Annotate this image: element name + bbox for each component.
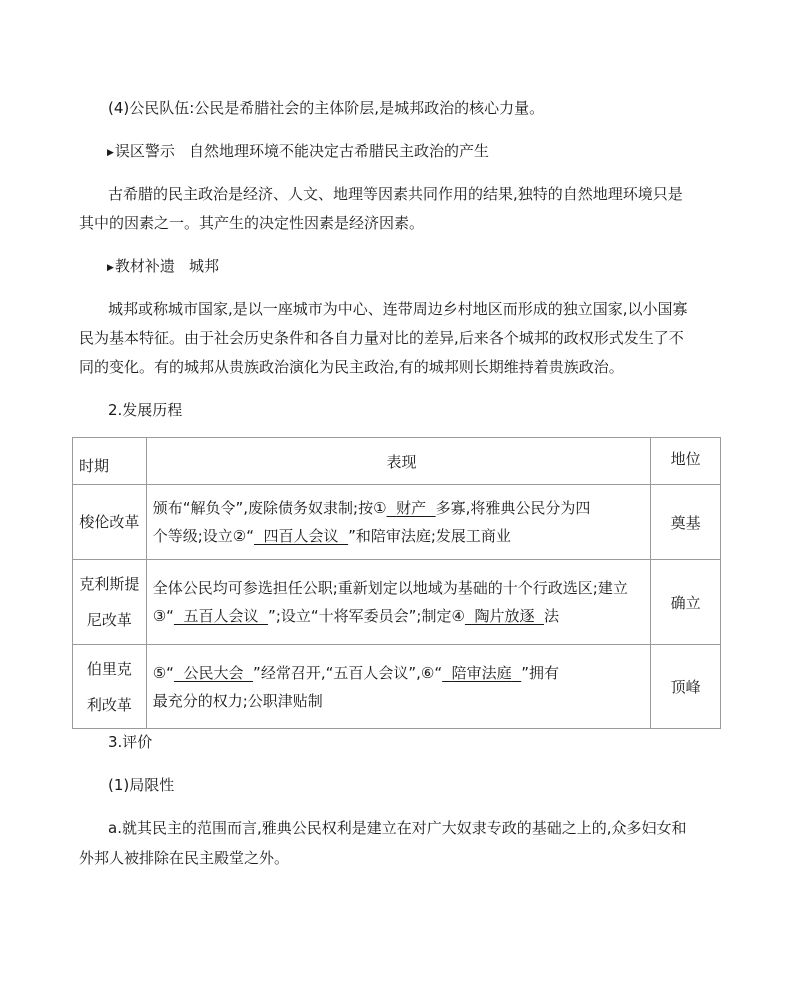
fill-blank: 五百人会议 [183, 607, 259, 625]
fill-blank: 陪审法庭 [451, 663, 512, 682]
table-header-row [73, 438, 721, 485]
supplement-heading [107, 256, 219, 279]
limitation-a-line: a.就其民主的范围而言,雅典公民权利是建立在对广大奴隶专政的基础之上的,众多妇女和 [108, 819, 687, 837]
warning-title: 自然地理环境不能决定古希腊民主政治的产生 [188, 142, 489, 160]
period-cell: 伯里克 利改革 [73, 645, 147, 729]
period-cell: 梭伦改革 [73, 485, 147, 560]
detail-line: 颁布“解负令”,废除债务奴隶制;按① 财产 多寡,将雅典公民分为四 [152, 499, 591, 517]
header-period: 时期 [73, 438, 147, 485]
fill-blank: 四百人会议 [263, 527, 339, 545]
fill-blank: 陶片放逐 [474, 607, 535, 625]
supplement-label: 教材补遗 [114, 257, 175, 275]
warning-label: 误区警示 [114, 142, 175, 160]
detail-cell [146, 645, 651, 729]
limitation-a-line: 外邦人被排除在民主殿堂之外。 [79, 849, 290, 867]
development-table [72, 437, 721, 729]
warning-body-line: 其中的因素之一。其产生的决定性因素是经济因素。 [79, 214, 425, 232]
detail-cell [146, 485, 651, 560]
table-row [73, 560, 721, 645]
subheading-limitation: (1)局限性 [108, 776, 175, 794]
section-heading-development: 2.发展历程 [108, 401, 183, 419]
detail-line: 最充分的权力;公职津贴制 [152, 691, 323, 710]
detail-line: ③“ 五百人会议 ”;设立“十将军委员会”;制定④ 陶片放逐 法 [152, 607, 560, 625]
rank-cell: 奠基 [651, 485, 721, 560]
paragraph-citizens: (4)公民队伍:公民是希腊社会的主体阶层,是城邦政治的核心力量。 [108, 99, 545, 117]
triangle-marker-icon: ▶ [107, 263, 114, 273]
fill-blank: 公民大会 [183, 663, 244, 682]
fill-blank: 财产 [396, 499, 427, 517]
detail-line: 全体公民均可参选担任公职;重新划定以地域为基础的十个行政选区;建立 [152, 579, 628, 597]
detail-line: 个等级;设立②“ 四百人会议 ”和陪审法庭;发展工商业 [152, 527, 511, 545]
detail-cell [146, 560, 651, 645]
supplement-title: 城邦 [188, 257, 219, 275]
supplement-body-line: 城邦或称城市国家,是以一座城市为中心、连带周边乡村地区而形成的独立国家,以小国寡 [108, 300, 688, 318]
rank-cell: 确立 [651, 560, 721, 645]
header-rank: 地位 [651, 438, 721, 485]
detail-line: ⑤“ 公民大会 ”经常召开,“五百人会议”,⑥“ 陪审法庭 ”拥有 [152, 663, 560, 682]
section-heading-evaluation: 3.评价 [108, 733, 153, 751]
triangle-marker-icon: ▶ [107, 148, 114, 158]
header-detail: 表现 [146, 438, 651, 485]
period-cell: 克利斯提 尼改革 [73, 560, 147, 645]
rank-cell: 顶峰 [651, 645, 721, 729]
table-row [73, 645, 721, 729]
warning-body-line: 古希腊的民主政治是经济、人文、地理等因素共同作用的结果,独特的自然地理环境只是 [108, 185, 683, 203]
supplement-body-line: 民为基本特征。由于社会历史条件和各自力量对比的差异,后来各个城邦的政权形式发生了不 [79, 329, 684, 347]
table-row [73, 485, 721, 560]
supplement-body-line: 同的变化。有的城邦从贵族政治演化为民主政治,有的城邦则长期维持着贵族政治。 [79, 358, 624, 376]
warning-heading [107, 141, 489, 164]
